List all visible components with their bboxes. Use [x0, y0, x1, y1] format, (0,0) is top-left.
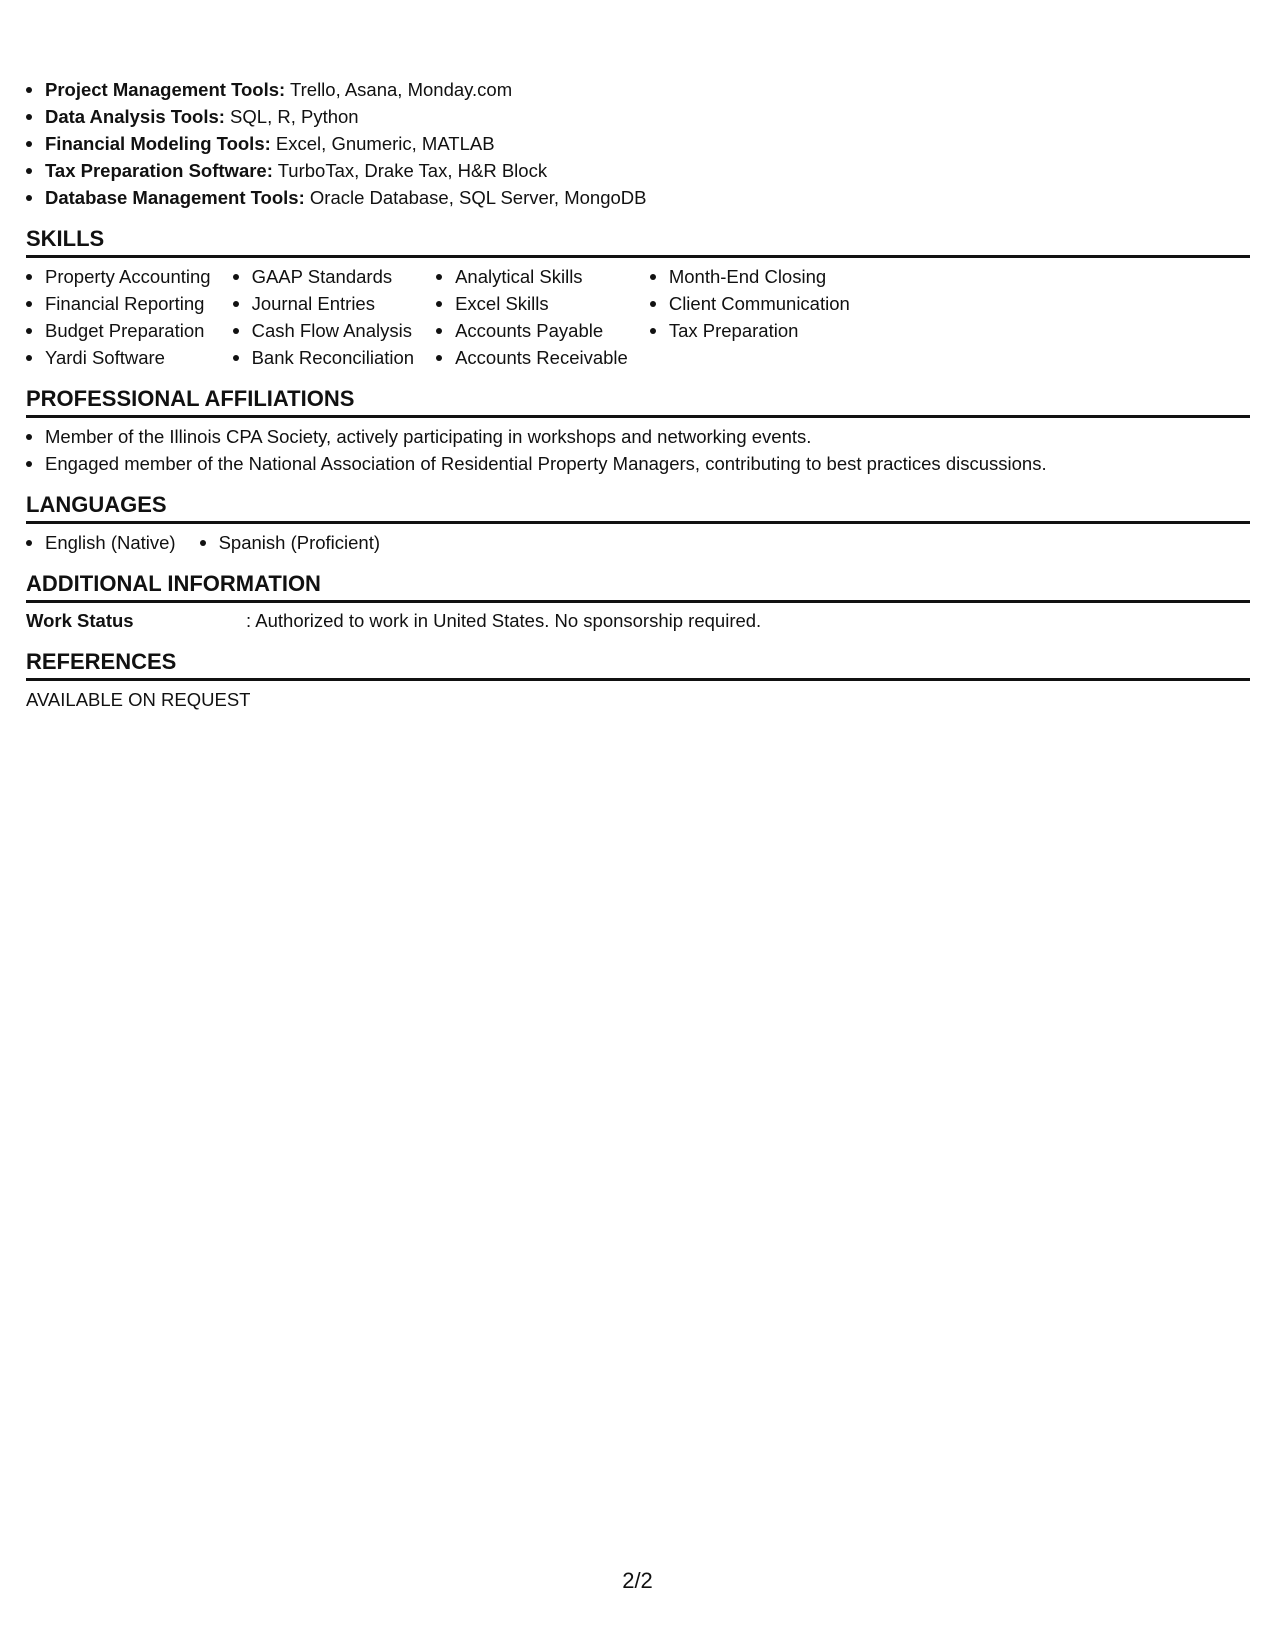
skill-item: Bank Reconciliation	[233, 344, 414, 371]
skill-item: Yardi Software	[26, 344, 211, 371]
tools-item	[26, 130, 1250, 157]
work-status-value: : Authorized to work in United States. No sponsorship required.	[246, 610, 762, 631]
skill-item: Budget Preparation	[26, 317, 211, 344]
section-title-languages: LANGUAGES	[26, 491, 1250, 524]
tools-list	[26, 76, 1250, 211]
tools-item	[26, 76, 1250, 103]
skills-section	[26, 225, 1250, 371]
tools-item-label: Project Management Tools:	[45, 79, 286, 100]
languages-list	[26, 529, 1250, 556]
affiliation-item: Member of the Illinois CPA Society, actively participating in workshops and networking events.	[26, 423, 1250, 450]
languages-section	[26, 491, 1250, 556]
references-text: AVAILABLE ON REQUEST	[26, 689, 251, 710]
skill-item: Analytical Skills	[436, 263, 628, 290]
page-number: 2/2	[622, 1568, 653, 1593]
skill-item: Excel Skills	[436, 290, 628, 317]
tools-item-value: TurboTax, Drake Tax, H&R Block	[272, 160, 548, 181]
skill-item: Tax Preparation	[650, 317, 850, 344]
skill-item: Financial Reporting	[26, 290, 211, 317]
section-title-affiliations: PROFESSIONAL AFFILIATIONS	[26, 385, 1250, 418]
tools-item	[26, 184, 1250, 211]
tools-item-label: Database Management Tools:	[45, 187, 305, 208]
affiliations-list	[26, 423, 1250, 477]
tools-item-value: Oracle Database, SQL Server, MongoDB	[304, 187, 647, 208]
skill-item: Cash Flow Analysis	[233, 317, 414, 344]
language-item: Spanish (Proficient)	[200, 529, 380, 556]
tools-item-value: SQL, R, Python	[224, 106, 359, 127]
work-status-row	[26, 608, 1250, 634]
work-status-label: Work Status	[26, 610, 134, 631]
resume-page-2	[26, 76, 1250, 713]
skills-column	[26, 263, 211, 371]
skills-grid	[26, 263, 1250, 371]
skills-column	[233, 263, 414, 371]
affiliations-section	[26, 385, 1250, 477]
skill-item: GAAP Standards	[233, 263, 414, 290]
section-title-additional-info: ADDITIONAL INFORMATION	[26, 570, 1250, 603]
skill-item: Month-End Closing	[650, 263, 850, 290]
language-item: English (Native)	[26, 529, 176, 556]
skill-item: Accounts Receivable	[436, 344, 628, 371]
tools-item-label: Data Analysis Tools:	[45, 106, 225, 127]
affiliation-item: Engaged member of the National Association of Residential Property Managers, contributing to best practices discussions.	[26, 450, 1250, 477]
skill-item: Client Communication	[650, 290, 850, 317]
tools-item-label: Financial Modeling Tools:	[45, 133, 271, 154]
tools-item	[26, 103, 1250, 130]
section-title-references: REFERENCES	[26, 648, 1250, 681]
additional-info-section	[26, 570, 1250, 634]
tools-item	[26, 157, 1250, 184]
skills-column	[436, 263, 628, 371]
skill-item: Journal Entries	[233, 290, 414, 317]
skills-column	[650, 263, 850, 371]
tools-item-value: Excel, Gnumeric, MATLAB	[270, 133, 495, 154]
tools-item-value: Trello, Asana, Monday.com	[285, 79, 513, 100]
tools-item-label: Tax Preparation Software:	[45, 160, 273, 181]
references-section	[26, 648, 1250, 713]
skill-item: Accounts Payable	[436, 317, 628, 344]
section-title-skills: SKILLS	[26, 225, 1250, 258]
skill-item: Property Accounting	[26, 263, 211, 290]
